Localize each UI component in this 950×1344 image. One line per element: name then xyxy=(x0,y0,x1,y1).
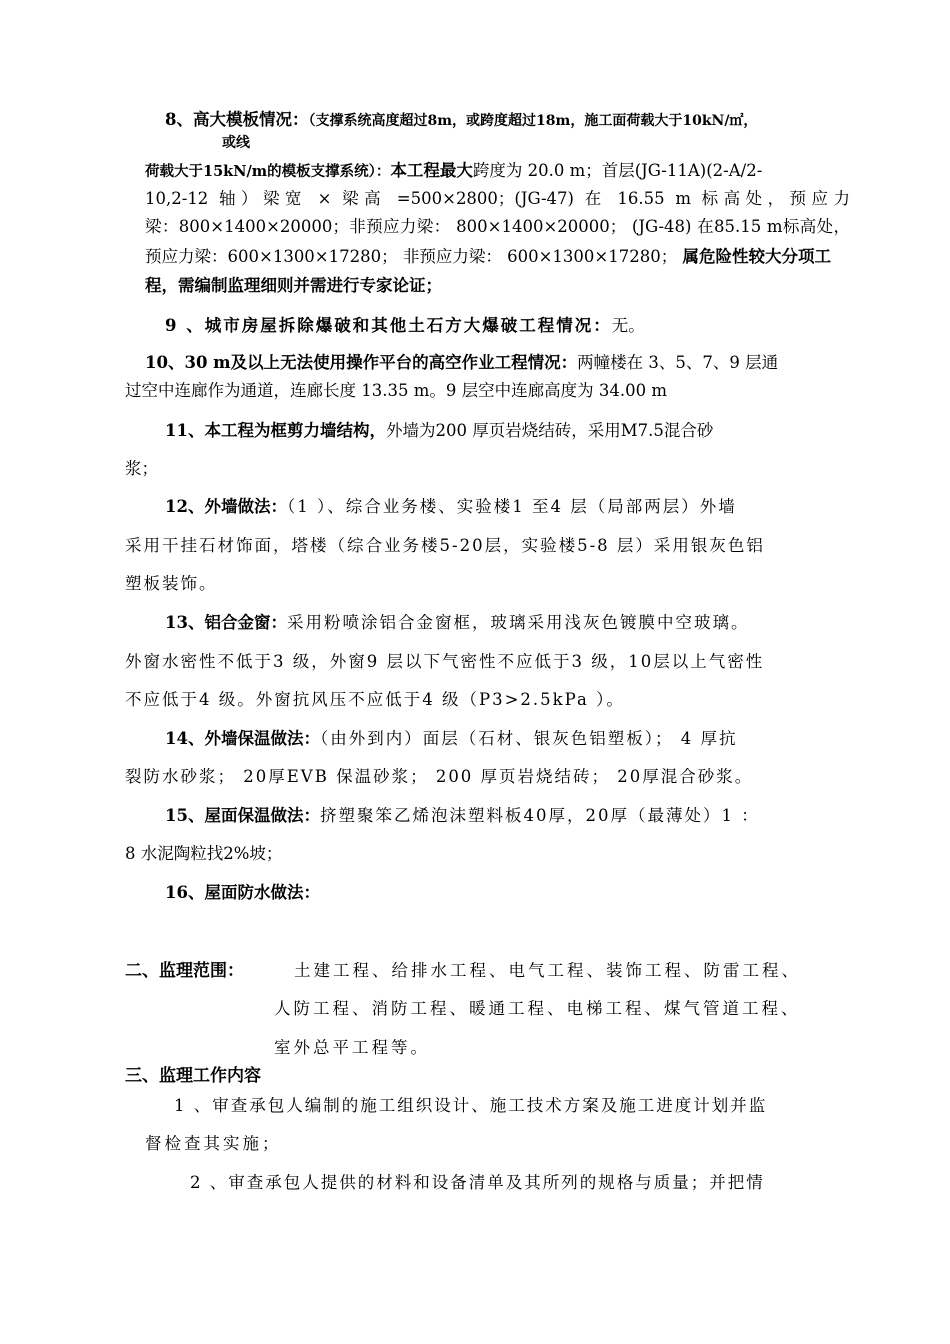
item12-title: 12、外墙做法： xyxy=(165,497,287,516)
item8-note2: 或线 xyxy=(222,135,250,151)
item15-text2: 8 水泥陶粒找2%坡； xyxy=(125,844,283,863)
section3-p1-line1: 1 、审查承包人编制的施工组织设计、施工技术方案及施工进度计划并监 xyxy=(174,1096,768,1115)
item15-line1 xyxy=(165,808,760,825)
item11-text1: 外墙为200 厚页岩烧结砖，采用M7.5混合砂 xyxy=(385,421,714,440)
item10-title: 10、30 m及以上无法使用操作平台的高空作业工程情况： xyxy=(145,353,578,372)
item14-text2: 裂防水砂浆； 20厚EVB 保温砂浆； 200 厚页岩烧结砖； 20厚混合砂浆。 xyxy=(125,767,754,786)
item10-text2: 过空中连廊作为通道，连廊长度 13.35 m。9 层空中连廊高度为 34.00 m xyxy=(125,381,667,400)
section2-line1: 土建工程、给排水工程、电气工程、装饰工程、防雷工程、 xyxy=(294,961,801,980)
item8-text4b: 属危险性较大分项工 xyxy=(682,247,831,266)
item8-line3 xyxy=(145,163,762,180)
item15-title: 15、屋面保温做法： xyxy=(165,806,320,825)
item12-line1 xyxy=(165,499,737,516)
item9-line xyxy=(165,318,645,335)
item13-text3: 不应低于4 级。外窗抗风压不应低于4 级（P3>2.5kPa ）。 xyxy=(125,690,625,709)
section3-heading: 三、监理工作内容 xyxy=(125,1066,261,1086)
item10-text1: 两幢楼在 3、5、7、9 层通 xyxy=(577,353,779,372)
item16-title: 16、屋面防水做法： xyxy=(165,883,320,902)
section2-line2: 人防工程、消防工程、暖通工程、电梯工程、煤气管道工程、 xyxy=(274,999,801,1018)
item11-line1 xyxy=(165,423,713,440)
item15-text1: 挤塑聚笨乙烯泡沫塑料板40厚，20厚（最薄处）1 ： xyxy=(319,806,760,825)
item13-text1: 采用粉喷涂铝合金窗框，玻璃采用浅灰色镀膜中空玻璃。 xyxy=(286,613,750,632)
item8-text5: 程，需编制监理细则并需进行专家论证； xyxy=(145,276,442,295)
section3-p2-line1: 2 、审查承包人提供的材料和设备清单及其所列的规格与质量；并把情 xyxy=(190,1173,765,1192)
item13-title: 13、铝合金窗： xyxy=(165,613,287,632)
item8-text1: 跨度为 20.0 m；首层(JG-11A)(2-A/2- xyxy=(472,161,763,180)
item13-text2: 外窗水密性不低于3 级，外窗9 层以下气密性不应低于3 级，10层以上气密性 xyxy=(125,652,765,671)
item9-text: 无。 xyxy=(611,316,645,335)
item12-text1: （1 ）、综合业务楼、实验楼1 至4 层（局部两层）外墙 xyxy=(286,497,737,516)
item9-title: 9 、城市房屋拆除爆破和其他土石方大爆破工程情况： xyxy=(165,316,612,335)
section3-p1-line2: 督检查其实施； xyxy=(145,1134,282,1153)
item11-title: 11、本工程为框剪力墙结构， xyxy=(165,421,386,440)
item11-text2: 浆； xyxy=(125,459,158,478)
item8-note1: （支撑系统高度超过8m，或跨度超过18m，施工面荷载大于10kN/㎡， xyxy=(308,113,758,129)
item8-text2: 10,2-12 轴）梁宽 × 梁高 =500×2800；(JG-47) 在 16.55 m 标高处，预应力 xyxy=(145,189,850,208)
section2-heading: 二、监理范围： xyxy=(125,961,244,981)
item12-text2: 采用干挂石材饰面，塔楼（综合业务楼5-20层，实验楼5-8 层）采用银灰色铝 xyxy=(125,536,765,555)
item13-line1 xyxy=(165,615,749,632)
item8-note3: 荷载大于15kN/m的模板支撑系统）： xyxy=(145,163,391,180)
item10-line1 xyxy=(145,355,778,372)
item8-line6 xyxy=(145,249,831,266)
item8-text4a: 预应力梁：600×1300×17280； 非预应力梁： 600×1300×17280； xyxy=(145,247,678,266)
item12-text3: 塑板装饰。 xyxy=(125,574,218,593)
item8-text3: 梁：800×1400×20000；非预应力梁： 800×1400×20000； (JG-48) 在85.15 m标高处， xyxy=(145,217,850,236)
item14-title: 14、外墙保温做法： xyxy=(165,729,320,748)
item8-line1 xyxy=(165,112,757,129)
item14-line1 xyxy=(165,731,737,748)
item14-text1: （由外到内）面层（石材、银灰色铝塑板）； 4 厚抗 xyxy=(319,729,738,748)
item8-title: 8、高大模板情况： xyxy=(165,110,309,129)
item8-bold-lead: 本工程最大 xyxy=(390,161,473,180)
section2-line3: 室外总平工程等。 xyxy=(274,1038,430,1057)
